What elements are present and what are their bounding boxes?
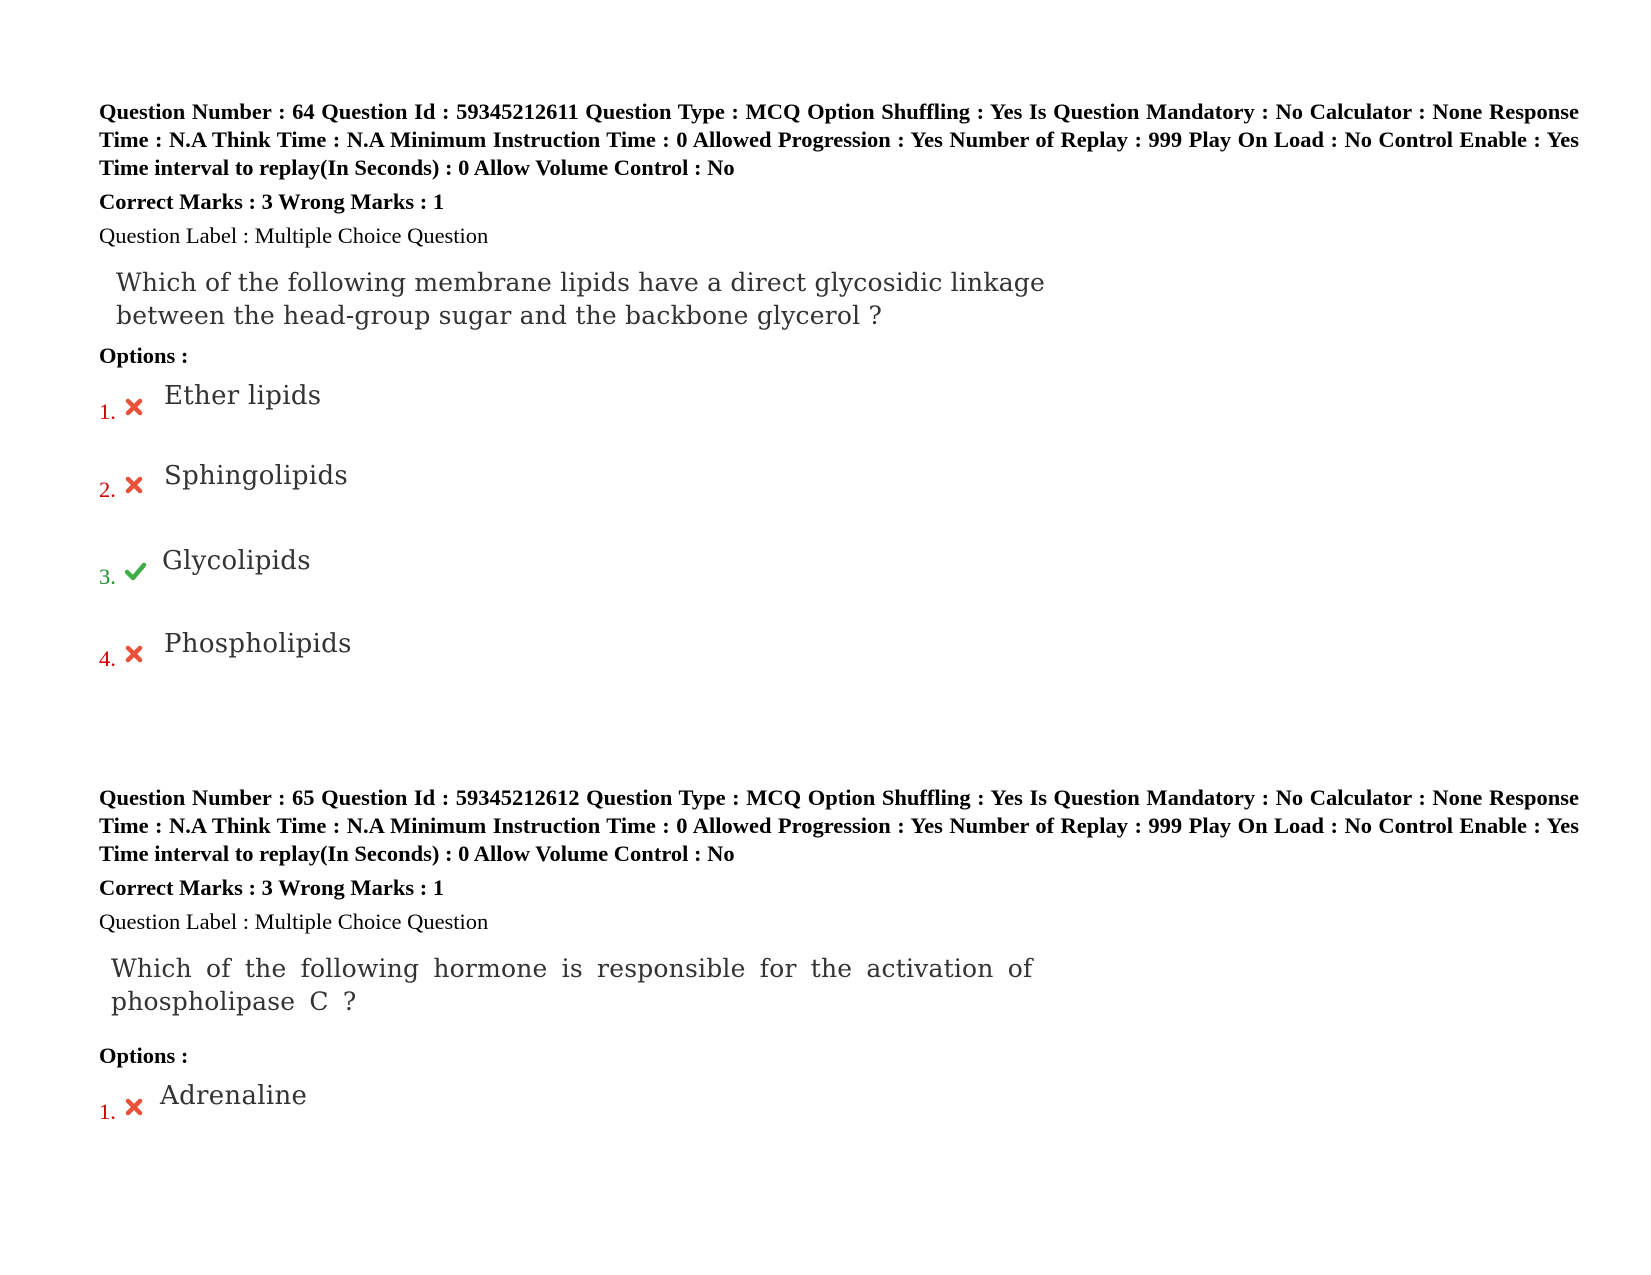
option-number: 1. [99,1099,116,1124]
check-icon [123,560,147,582]
question-label: Question Label : Multiple Choice Question [99,223,489,248]
option-number: 1. [99,399,116,424]
option-item [99,548,1579,632]
options-list [99,380,1579,716]
option-number: 3. [99,564,116,589]
option-text: Ether lipids [164,381,322,411]
cross-icon [123,474,145,496]
question-label: Question Label : Multiple Choice Question [99,909,489,934]
question-metadata: Question Number : 64 Question Id : 59345212611 Question Type : MCQ Option Shuffling : Yes Is Question Mandatory : No Calculator : None Response Time : N.A Think Time : N.A Minimum Instruction Time : 0 Allowed Progression : Yes Number of Replay : 999 Play On Load : No Control Enable : Yes Time interval to replay(In Seconds) : 0 Allow Volume Control : No [99,99,1579,180]
question-stem-line: Which of the following hormone is responsible for the activation of [111,954,1033,983]
question-block-65 [99,784,1579,1164]
cross-icon [123,1096,145,1118]
question-stem [116,266,1126,332]
question-stem-line: phospholipase C ? [111,987,357,1016]
options-heading: Options : [99,1043,189,1068]
option-text: Phospholipids [164,629,352,659]
question-stem [111,952,1121,1018]
option-text: Glycolipids [162,546,311,576]
option-number: 4. [99,646,116,671]
marks-line: Correct Marks : 3 Wrong Marks : 1 [99,189,445,214]
option-text: Sphingolipids [164,461,349,491]
question-metadata: Question Number : 65 Question Id : 59345212612 Question Type : MCQ Option Shuffling : Yes Is Question Mandatory : No Calculator : None Response Time : N.A Think Time : N.A Minimum Instruction Time : 0 Allowed Progression : Yes Number of Replay : 999 Play On Load : No Control Enable : Yes Time interval to replay(In Seconds) : 0 Allow Volume Control : No [99,785,1579,866]
option-number: 2. [99,477,116,502]
option-item [99,1080,1579,1164]
option-item [99,380,1579,462]
question-stem-line: Which of the following membrane lipids have a direct glycosidic linkage [116,268,1046,297]
options-list [99,1080,1579,1164]
options-heading: Options : [99,343,189,368]
question-block-64 [99,98,1579,716]
marks-line: Correct Marks : 3 Wrong Marks : 1 [99,875,445,900]
option-item [99,462,1579,548]
question-stem-line: between the head-group sugar and the backbone glycerol ? [116,301,883,330]
cross-icon [123,643,145,665]
cross-icon [123,396,145,418]
option-item [99,629,1579,716]
option-text: Adrenaline [160,1081,308,1111]
